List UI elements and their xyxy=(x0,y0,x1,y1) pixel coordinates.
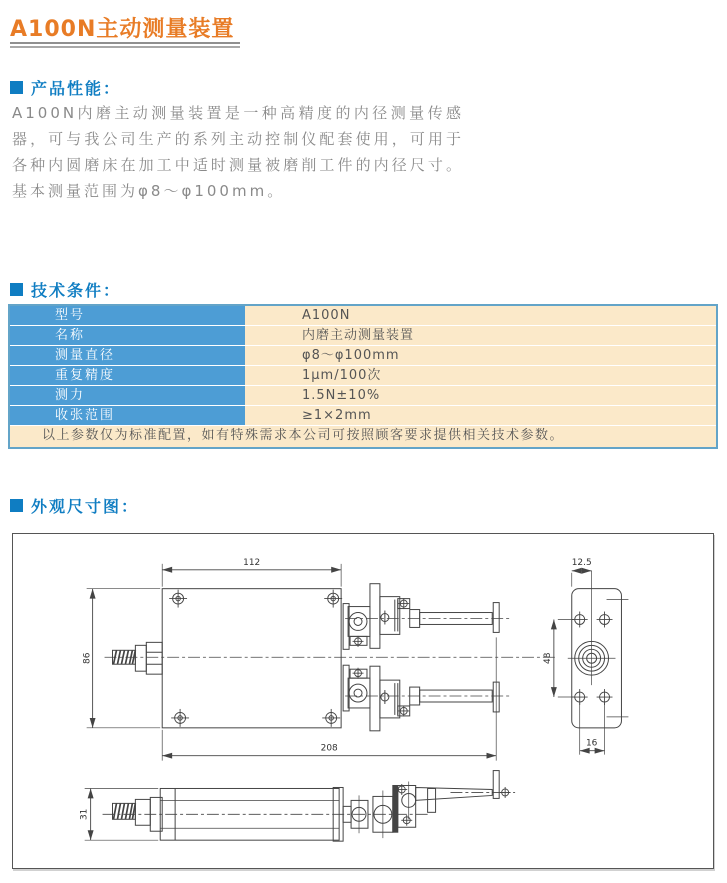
dim-bottom-height: 31 xyxy=(79,808,90,821)
section-bullet-icon xyxy=(10,81,23,94)
dimension-drawing-frame xyxy=(12,533,714,869)
performance-paragraph: A100N内磨主动测量装置是一种高精度的内径测量传感器，可与我公司生产的系列主动控制仪配套使用，可用于各种内圆磨床在加工中适时测量被磨削工件的内径尺寸。基本测量范围为φ8～φ100mm。 xyxy=(12,104,464,200)
main-view xyxy=(83,558,555,761)
spec-label: 名称 xyxy=(10,326,245,345)
spec-label: 重复精度 xyxy=(10,366,245,385)
dim-body-width: 112 xyxy=(243,557,261,568)
table-row xyxy=(10,406,716,426)
section-bullet-icon xyxy=(10,499,23,512)
page-title: A100N主动测量装置 xyxy=(10,17,235,42)
table-row xyxy=(10,346,716,366)
dim-total-length: 208 xyxy=(320,743,338,754)
dim-hole-spacing-h: 16 xyxy=(585,738,598,749)
dimension-drawing xyxy=(13,534,713,868)
spec-value: A100N xyxy=(245,306,716,325)
spec-value: 1.5N±10% xyxy=(245,386,716,405)
section-heading-label: 产品性能： xyxy=(31,79,122,98)
table-row xyxy=(10,306,716,326)
section-heading-dimensions xyxy=(10,494,139,517)
table-row xyxy=(10,326,716,346)
side-view xyxy=(543,558,629,755)
dim-body-height: 86 xyxy=(82,652,93,664)
specs-table xyxy=(8,304,718,449)
bottom-view xyxy=(80,771,515,842)
specs-note: 以上参数仅为标准配置，如有特殊需求本公司可按照顾客要求提供相关技术参数。 xyxy=(10,426,716,447)
spec-label: 测量直径 xyxy=(10,346,245,365)
title-underline xyxy=(10,42,240,48)
spec-label: 测力 xyxy=(10,386,245,405)
spec-value: 内磨主动测量装置 xyxy=(245,326,716,345)
spec-label: 收张范围 xyxy=(10,406,245,425)
spec-value: 1μm/100次 xyxy=(245,366,716,385)
section-heading-label: 技术条件： xyxy=(31,281,122,300)
spec-label: 型号 xyxy=(10,306,245,325)
table-row xyxy=(10,386,716,406)
table-row xyxy=(10,366,716,386)
section-bullet-icon xyxy=(10,283,23,296)
section-heading-performance xyxy=(10,76,121,99)
spec-value: ≥1×2mm xyxy=(245,406,716,425)
section-heading-label: 外观尺寸图： xyxy=(31,497,140,516)
dim-side-offset: 12.5 xyxy=(571,557,592,568)
dim-hole-spacing-v: 48 xyxy=(542,652,553,664)
spec-value: φ8～φ100mm xyxy=(245,346,716,365)
section-heading-specs xyxy=(10,278,121,301)
